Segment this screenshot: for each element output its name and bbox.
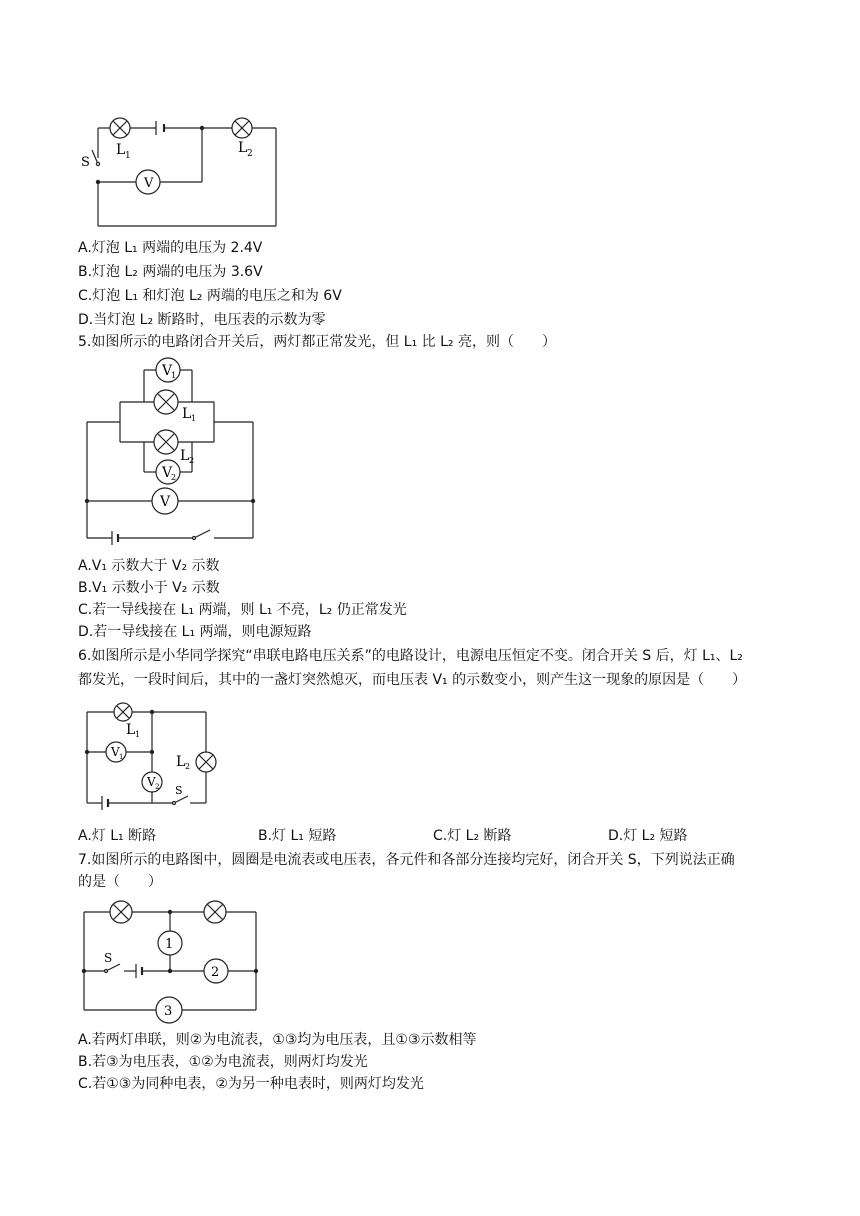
q5-v2-label: V	[162, 465, 173, 481]
q7-meter-1-label: 1	[165, 937, 174, 952]
q5-stem: 5.如图所示的电路闭合开关后，两灯都正常发光，但 L₁ 比 L₂ 亮，则（ ）	[78, 334, 556, 350]
q4-option-b: B.灯泡 L₂ 两端的电压为 3.6V	[78, 264, 263, 280]
q7-meter-2-label: 2	[211, 965, 220, 980]
q5-l1-label: L	[182, 406, 192, 422]
q6-v1-label: V	[111, 745, 120, 759]
q6-l2-sub: 2	[185, 762, 191, 771]
q5-l2-label: L	[180, 448, 190, 464]
q4-voltmeter-label: V	[144, 176, 154, 191]
q6-option-b: B.灯 L₁ 短路	[258, 828, 337, 844]
q5-l2-sub: 2	[189, 456, 195, 465]
q4-option-d: D.当灯泡 L₂ 断路时，电压表的示数为零	[78, 312, 326, 328]
q6-circuit-diagram	[82, 700, 222, 810]
q5-option-a: A.V₁ 示数大于 V₂ 示数	[78, 558, 220, 574]
q7-option-a: A.若两灯串联，则②为电流表，①③均为电压表，且①③示数相等	[78, 1032, 477, 1048]
q5-circuit-diagram	[82, 356, 262, 552]
q5-v1-label: V	[162, 363, 173, 379]
q4-option-a: A.灯泡 L₁ 两端的电压为 2.4V	[78, 240, 263, 256]
q5-v2-sub: 2	[171, 473, 177, 482]
q6-option-c: C.灯 L₂ 断路	[433, 828, 512, 844]
q5-option-c: C.若一导线接在 L₁ 两端，则 L₁ 不亮，L₂ 仍正常发光	[78, 602, 407, 618]
q6-option-a: A.灯 L₁ 断路	[78, 828, 157, 844]
q4-l2-label: L	[238, 140, 248, 156]
q6-v2-sub: 2	[155, 783, 160, 791]
q7-circuit-diagram	[80, 898, 264, 1026]
q6-l1-label: L	[126, 722, 136, 738]
q6-stem-line2: 都发光，一段时间后，其中的一盏灯突然熄灭，而电压表 V₁ 的示数变小，则产生这一现象的原因是（ ）	[78, 672, 747, 688]
q5-v-label: V	[160, 494, 171, 510]
q7-stem-line2: 的是（ ）	[78, 874, 162, 890]
q6-stem-line1: 6.如图所示是小华同学探究“串联电路电压关系”的电路设计，电源电压恒定不变。闭合开关 S 后，灯 L₁、L₂	[78, 648, 743, 664]
q6-v2-label: V	[147, 775, 156, 789]
q4-option-c: C.灯泡 L₁ 和灯泡 L₂ 两端的电压之和为 6V	[78, 288, 342, 304]
q6-option-d: D.灯 L₂ 短路	[608, 828, 688, 844]
q4-switch-label: S	[81, 155, 90, 170]
q5-option-d: D.若一导线接在 L₁ 两端，则电源短路	[78, 624, 312, 640]
q7-option-c: C.若①③为同种电表，②为另一种电表时，则两灯均发光	[78, 1076, 424, 1092]
q7-meter-3-label: 3	[164, 1004, 173, 1019]
q7-option-b: B.若③为电压表，①②为电流表，则两灯均发光	[78, 1054, 368, 1070]
q5-v1-sub: 1	[171, 371, 177, 380]
q4-circuit-diagram	[78, 112, 288, 232]
q7-switch-label: S	[104, 951, 113, 965]
q5-option-b: B.V₁ 示数小于 V₂ 示数	[78, 580, 220, 596]
q5-l1-sub: 1	[191, 414, 197, 423]
q4-l2-sub: 2	[247, 149, 253, 159]
q6-l1-sub: 1	[135, 730, 141, 739]
q4-l1-label: L	[116, 142, 126, 158]
q6-v1-sub: 1	[119, 753, 124, 761]
q7-stem-line1: 7.如图所示的电路图中，圆圈是电流表或电压表，各元件和各部分连接均完好，闭合开关 S，下列说法正确	[78, 852, 735, 868]
q4-l1-sub: 1	[125, 151, 131, 161]
q6-l2-label: L	[176, 754, 186, 770]
q6-switch-label: S	[175, 784, 183, 797]
